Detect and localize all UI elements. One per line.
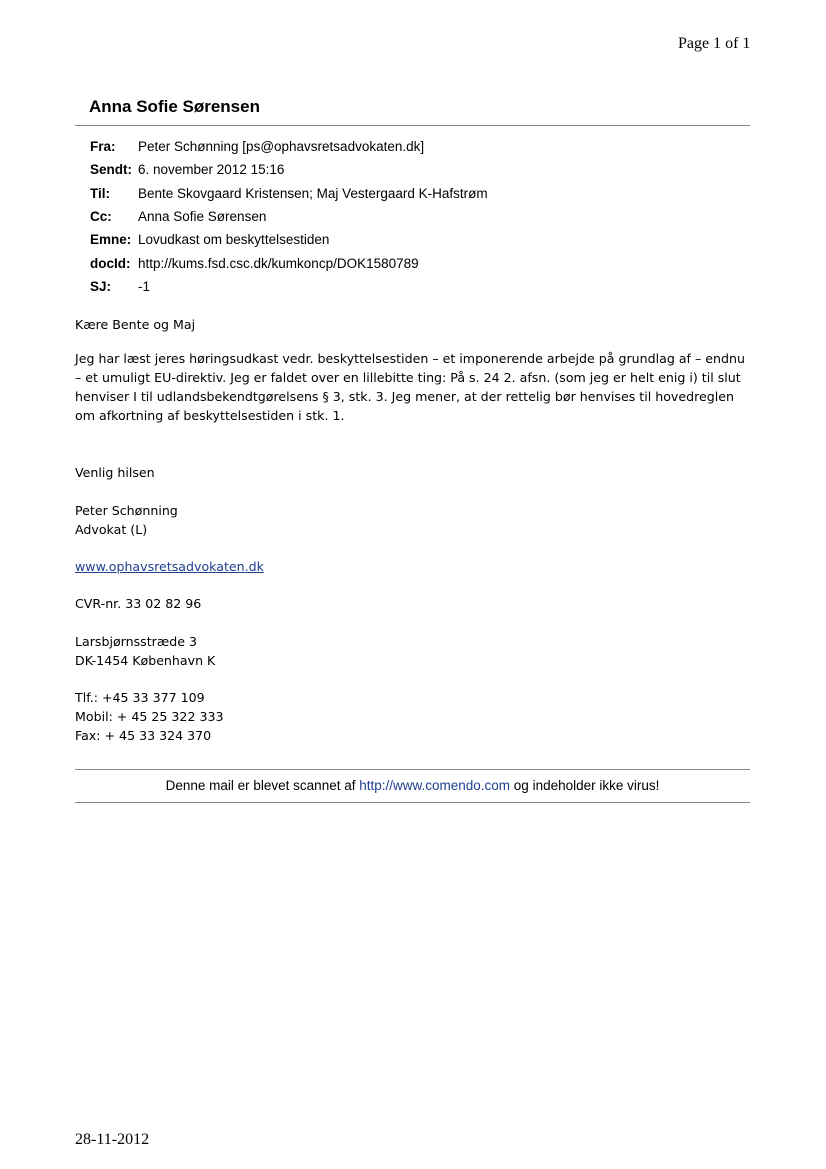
page-number: Page 1 of 1: [678, 35, 751, 52]
virus-scan-notice: [75, 778, 750, 793]
header-row-sent: [90, 158, 488, 181]
fax-number: Fax: + 45 33 324 370: [75, 728, 212, 743]
header-label: Cc:: [90, 209, 112, 225]
header-label: SJ:: [90, 278, 112, 294]
docid-value: http://kums.fsd.csc.dk/kumkoncp/DOK1580789: [138, 255, 419, 271]
from-value: Peter Schønning [ps@ophavsretsadvokaten.dk]: [138, 139, 425, 155]
closing: Venlig hilsen: [75, 465, 155, 480]
header-row-docid: [90, 251, 488, 274]
signature-name: Peter Schønning: [75, 503, 178, 518]
header-label: Emne:: [90, 232, 132, 248]
print-date: 28-11-2012: [75, 1131, 150, 1148]
header-row-sj: [90, 275, 488, 298]
header-divider: [75, 125, 750, 126]
email-header-block: [90, 135, 488, 298]
header-label: Sendt:: [90, 162, 132, 178]
greeting: Kære Bente og Maj: [75, 317, 196, 332]
phone-number: Tlf.: +45 33 377 109: [75, 690, 205, 705]
cvr-number: CVR-nr. 33 02 82 96: [75, 596, 202, 611]
header-label: docId:: [90, 255, 131, 271]
header-row-from: [90, 135, 488, 158]
header-row-subject: [90, 228, 488, 251]
website-link[interactable]: www.ophavsretsadvokaten.dk: [75, 559, 264, 574]
sent-value: 6. november 2012 15:16: [138, 162, 285, 178]
sj-value: -1: [138, 278, 151, 294]
scan-divider-bottom: [75, 802, 750, 803]
recipient-heading: Anna Sofie Sørensen: [89, 97, 260, 116]
signature-title: Advokat (L): [75, 522, 148, 537]
scan-text-after: og indeholder ikke virus!: [510, 778, 660, 793]
comendo-link[interactable]: http://www.comendo.com: [359, 778, 511, 793]
scan-divider-top: [75, 769, 750, 770]
header-row-cc: [90, 205, 488, 228]
mobile-number: Mobil: + 45 25 322 333: [75, 709, 224, 724]
scan-text-before: Denne mail er blevet scannet af: [165, 778, 360, 793]
header-row-to: [90, 182, 488, 205]
cc-value: Anna Sofie Sørensen: [138, 209, 267, 225]
address-city: DK-1454 København K: [75, 653, 216, 668]
message-paragraph: Jeg har læst jeres høringsudkast vedr. beskyttelsestiden – et imponerende arbejde på grundlag af – endnu – et umuligt EU-direktiv. Jeg er faldet over en lillebitte ting: På s. 24 2. afsn. (som jeg er helt enig i) til slut henviser I til udlandsbekendtgørelsens § 3, stk. 3. Jeg mener, at der rettelig bør henvises til hovedreglen om afkortning af beskyttelsestiden i stk. 1.: [75, 351, 745, 423]
address-street: Larsbjørnsstræde 3: [75, 634, 197, 649]
subject-value: Lovudkast om beskyttelsestiden: [138, 232, 330, 248]
header-label: Fra:: [90, 139, 116, 155]
header-label: Til:: [90, 185, 110, 201]
to-value: Bente Skovgaard Kristensen; Maj Vestergaard K-Hafstrøm: [138, 185, 488, 201]
